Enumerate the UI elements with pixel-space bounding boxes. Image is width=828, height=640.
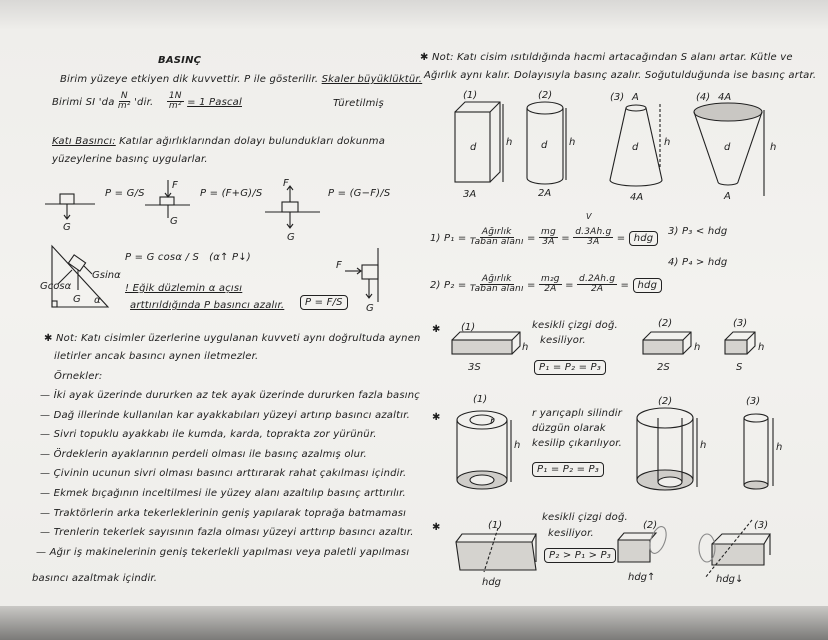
unit-prefix: Birimi SI 'da: [52, 96, 115, 108]
unit-suffix: 'dir.: [134, 96, 154, 108]
eq2-frac3-den: 2A: [590, 284, 604, 295]
row3-box-3: [699, 520, 770, 585]
cylinder-shape-2: [527, 90, 575, 199]
block-on-ground-diagram: [45, 194, 95, 233]
example-item: — Ekmek bıçağının inceltilmesi ile yüzey alanı azaltılıp basınç arttırılır.: [40, 488, 406, 499]
incline-note-1: ! Eğik düzlemin α açısı: [125, 283, 243, 294]
gsin-label: Gsinα: [92, 270, 121, 281]
example-item: — Çivinin ucunun sivri olması basıncı arttırarak rahat çakılması içindir.: [40, 468, 407, 480]
force-g-label: G: [170, 216, 178, 227]
eq1-check-mark: V: [586, 212, 592, 221]
note-solids-line-1: ✱ Not: Katı cisimler üzerlerine uygulanan kuvveti aynı doğrultuda aynen: [44, 333, 421, 344]
eq1-frac3-den: 3A: [587, 237, 600, 248]
star-icon: ✱: [432, 522, 441, 533]
row3-result: P₂ > P₁ > P₃: [544, 548, 616, 563]
definition-text: Birim yüzeye etkiyen dik kuvvettir. P ile gösterilir.: [60, 74, 319, 85]
force-g-label: G: [287, 232, 295, 243]
cone-shape-4: [694, 92, 776, 202]
equation-2: 2) P₂ = $\frac{\text{Ağırlık}}{\text{Taban alanı}}$ = $\frac{\text{m₂g}}{2A}$ = $\frac{d.2Ah.g}{2A}$ = hdg: [430, 275, 662, 295]
shape-2-h: h: [569, 137, 576, 148]
solid-pressure-text: Katılar ağırlıklarından dolayı bulundukları dokunma: [119, 136, 386, 147]
row2-h-1: h: [514, 440, 521, 451]
eq1-frac1-num: Ağırlık: [481, 227, 512, 237]
shape-3-label: (3): [610, 92, 625, 103]
row3-note-2: kesiliyor.: [548, 528, 594, 539]
shape-1-base: 3A: [463, 189, 477, 200]
row3-value-3: hdg↓: [716, 574, 744, 585]
force-g-label: G: [366, 303, 374, 314]
eq1-prefix: 1) P₁ =: [430, 232, 467, 244]
note-heat-line-1: ✱ Not: Katı cisim ısıtıldığında hacmi artacağından S alanı artar. Kütle ve: [420, 52, 793, 63]
row1-label-2: (2): [658, 318, 673, 329]
row2-note-2: düzgün olarak: [532, 423, 606, 434]
star-icon: ✱: [432, 412, 441, 423]
unit-denominator: m²: [117, 101, 131, 112]
formula-force-plus-weight: P = (F+G)/S: [200, 188, 263, 199]
block-pulled-up-diagram: [265, 178, 320, 243]
force-f-label: F: [172, 180, 178, 191]
unit-numerator: N: [120, 91, 128, 101]
eq2-frac2-den: 2A: [544, 284, 557, 295]
force-g-label: G: [63, 222, 71, 233]
row2-result: P₁ = P₂ = P₃: [532, 462, 604, 477]
shape-1-d: d: [470, 142, 477, 153]
boxed-formula: P = F/S: [300, 295, 348, 310]
eq2-frac2-num: m₂g: [540, 274, 560, 284]
example-item: — Trenlerin tekerlek sayısının fazla olması yüzeyi arttırıp basıncı azaltır.: [40, 527, 414, 539]
row2-label-1: (1): [473, 394, 488, 405]
row2-cylinder-2: [637, 396, 706, 490]
eq1-result: hdg: [629, 231, 659, 246]
row3-box-1: [456, 520, 536, 588]
row3-label-2: (2): [643, 520, 658, 531]
row3-value-1: hdg: [482, 577, 502, 588]
eq2-prefix: 2) P₂ =: [430, 279, 467, 291]
equation-3: 3) P₃ < hdg: [668, 226, 728, 237]
page-title: BASINÇ: [158, 55, 202, 66]
wall-block-diagram: [336, 248, 378, 314]
prism-shape-1: [455, 90, 512, 200]
row1-label-1: (1): [461, 322, 476, 333]
pascal-numerator: 1N: [168, 91, 182, 101]
shape-4-d: d: [724, 142, 731, 153]
shape-4-h: h: [770, 142, 777, 153]
incline-formula: P = G cosα / S: [125, 252, 199, 263]
example-item: — İki ayak üzerinde dururken az tek ayak üzerinde dururken fazla basınç: [40, 390, 420, 401]
row1-area-2: 2S: [657, 362, 670, 373]
pascal-equation: = 1 Pascal: [187, 96, 242, 108]
eq1-frac2-num: mg: [540, 227, 556, 237]
shape-2-label: (2): [538, 90, 553, 101]
shape-4-base: A: [724, 191, 731, 202]
row1-box-1: [452, 322, 528, 373]
force-f-label: F: [336, 260, 342, 271]
eq2-result: hdg: [633, 278, 663, 293]
shape-3-h: h: [664, 137, 671, 148]
row3-box-2: [618, 520, 669, 583]
row2-r-1: r: [490, 416, 495, 427]
shape-3-base: 4A: [630, 192, 644, 203]
row1-area-3: S: [736, 362, 743, 373]
example-item: — Traktörlerin arka tekerleklerinin geniş yapılarak toprağa batmaması: [40, 507, 407, 519]
shape-4-label: (4): [696, 92, 711, 103]
example-item: — Ördeklerin ayaklarının perdeli olması ile basınç azalmış olur.: [40, 448, 367, 460]
row1-note-2: kesiliyor.: [540, 335, 586, 346]
eq1-frac1-den: Taban alanı: [469, 237, 524, 248]
row3-label-1: (1): [488, 520, 503, 531]
row1-box-2: [643, 318, 700, 373]
note-heat-line-2: Ağırlık aynı kalır. Dolayısıyla basınç azalır. Soğutulduğunda ise basınç artar.: [424, 70, 817, 81]
force-g-label: G: [73, 294, 81, 305]
examples-end: basıncı azaltmak içindir.: [32, 573, 158, 584]
star-icon: ✱: [432, 324, 441, 335]
force-f-label: F: [283, 178, 289, 189]
gcos-label: Gcosα: [40, 281, 72, 292]
row1-h-2: h: [694, 342, 701, 353]
row1-note-1: kesikli çizgi doğ.: [532, 320, 618, 331]
row2-label-2: (2): [658, 396, 673, 407]
pascal-denominator: m²: [168, 101, 182, 112]
eq1-frac3-num: d.3Ah.g: [575, 227, 612, 237]
formula-weight-only: P = G/S: [105, 188, 145, 199]
row2-note-1: r yarıçaplı silindir: [532, 408, 623, 419]
eq1-frac2-den: 3A: [542, 237, 555, 248]
row2-label-3: (3): [746, 396, 761, 407]
derived-note: Türetilmiş: [333, 98, 384, 109]
row2-note-3: kesilip çıkarılıyor.: [532, 438, 623, 449]
row2-cylinder-1: [457, 394, 520, 489]
inclined-plane-diagram: [40, 246, 121, 307]
row3-label-3: (3): [754, 520, 769, 531]
example-item: — Sivri topuklu ayakkabı ile kumda, karda, toprakta zor yürünür.: [40, 429, 377, 441]
row1-box-3: [725, 318, 764, 373]
formula-weight-minus-force: P = (G−F)/S: [328, 188, 391, 199]
shape-3-d: d: [632, 142, 639, 153]
shape-2-d: d: [541, 140, 548, 151]
example-item: — Dağ illerinde kullanılan kar ayakkabıları yüzeyi artırıp basıncı azaltır.: [40, 409, 410, 421]
solid-pressure-heading: Katı Basıncı:: [52, 136, 116, 147]
row3-note-1: kesikli çizgi doğ.: [542, 512, 628, 523]
row1-area-1: 3S: [468, 362, 481, 373]
frustum-shape-3: [610, 92, 670, 203]
row3-value-2: hdg↑: [628, 572, 656, 583]
row1-h-1: h: [522, 342, 529, 353]
eq2-frac1-den: Taban alanı: [469, 284, 524, 295]
solid-pressure-text-2: yüzeylerine basınç uygularlar.: [52, 154, 208, 165]
shape-1-label: (1): [463, 90, 478, 101]
incline-note-2: arttırıldığında P basıncı azalır.: [130, 300, 285, 311]
row1-h-3: h: [758, 342, 765, 353]
shape-3-top: A: [632, 92, 639, 103]
incline-trend: (α↑ P↓): [209, 252, 251, 263]
equation-1: 1) P₁ = $\frac{\text{Ağırlık}}{\text{Taban alanı}}$ = $\frac{mg}{3A}$ = $\frac{d.3Ah.g}{3A}$ = hdg: [430, 228, 658, 248]
shape-4-top: 4A: [718, 92, 732, 103]
note-solids-line-2: iletirler ancak basıncı aynen iletmezler.: [54, 351, 259, 362]
row2-cylinder-3: [744, 396, 782, 489]
example-item: — Ağır iş makinelerinin geniş tekerlekli yapılması veya paletli yapılması: [36, 546, 410, 558]
eq2-frac3-num: d.2Ah.g: [579, 274, 616, 284]
block-pushed-down-diagram: [145, 180, 190, 227]
equation-4: 4) P₄ > hdg: [668, 257, 728, 268]
shape-2-base: 2A: [538, 188, 552, 199]
row1-result: P₁ = P₂ = P₃: [534, 360, 606, 375]
shape-1-h: h: [506, 137, 513, 148]
alpha-label: α: [94, 295, 101, 306]
scalar-note: Skaler büyüklüktür.: [321, 74, 423, 85]
eq2-frac1-num: Ağırlık: [481, 274, 512, 284]
row1-label-3: (3): [733, 318, 748, 329]
row2-h-2: h: [700, 440, 707, 451]
row2-h-3: h: [776, 442, 783, 453]
examples-label: Örnekler:: [54, 371, 103, 382]
